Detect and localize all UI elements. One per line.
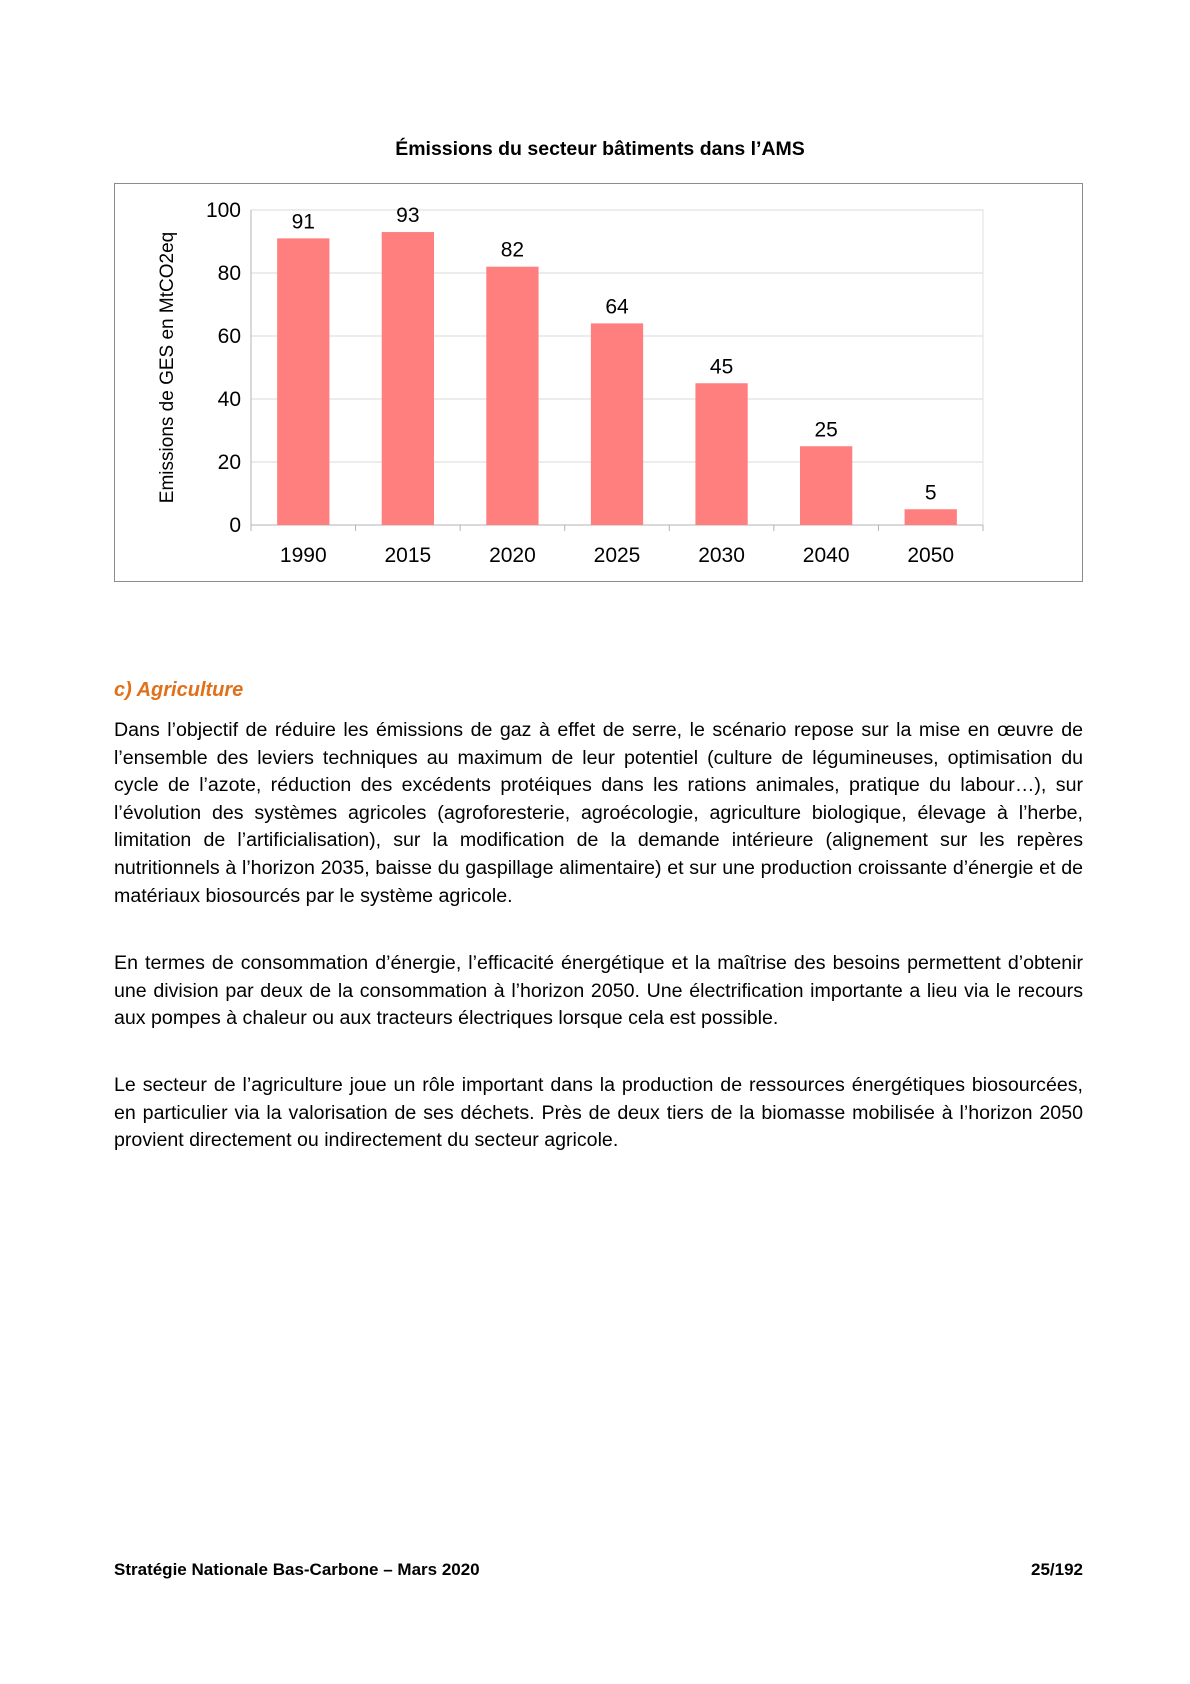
chart-frame (114, 183, 1083, 582)
x-tick-label: 2040 (802, 544, 850, 567)
bar-chart (115, 184, 1082, 581)
bar (905, 509, 957, 525)
page-number: 25/192 (1031, 1560, 1083, 1579)
x-tick-label: 2015 (384, 544, 432, 567)
bar-data-label: 25 (814, 418, 838, 442)
bar-data-label: 5 (924, 481, 937, 505)
bar (486, 267, 538, 525)
bar (277, 238, 329, 525)
bar-data-label: 64 (605, 295, 629, 319)
bar (800, 446, 852, 525)
paragraph-2: En termes de consommation d’énergie, l’efficacité énergétique et la maîtrise des besoins permettent d’obtenir une division par deux de la consommation à l’horizon 2050. Une électrification importante a lieu via le recours aux pompes à chaleur ou aux tracteurs électriques lorsque cela est possible. (114, 952, 1083, 1030)
y-tick-label: 20 (217, 451, 241, 474)
x-tick-label: 2050 (907, 544, 955, 567)
y-axis-title: Emissions de GES en MtCO2eq (157, 231, 178, 504)
footer-title: Stratégie Nationale Bas-Carbone – Mars 2020 (114, 1560, 480, 1579)
bar-data-label: 91 (291, 210, 315, 234)
bar-data-label: 93 (396, 204, 420, 228)
bar-data-label: 45 (709, 355, 734, 379)
chart-title: Émissions du secteur bâtiments dans l’AMS (395, 138, 805, 160)
y-tick-label: 60 (217, 325, 241, 348)
bar (695, 383, 747, 525)
bar-data-label: 82 (500, 238, 525, 262)
y-tick-label: 100 (205, 199, 241, 222)
bar (591, 323, 643, 525)
y-tick-label: 80 (217, 262, 241, 285)
y-tick-label: 40 (217, 388, 241, 411)
x-tick-label: 2020 (489, 544, 536, 567)
y-tick-label: 0 (229, 514, 241, 537)
x-tick-label: 1990 (279, 544, 327, 567)
x-tick-label: 2025 (593, 544, 641, 567)
section-heading: c) Agriculture (114, 679, 244, 701)
bar (382, 232, 434, 525)
x-tick-label: 2030 (698, 544, 745, 567)
paragraph-1: Dans l’objectif de réduire les émissions de gaz à effet de serre, le scénario repose sur la mise en œuvre de l’ensemble des leviers techniques au maximum de leur potentiel (culture de légumineuses, optimisation du cycle de l’azote, réduction des excédents protéiques dans les rations animales, pratique du labour…), sur l’évolution des systèmes agricoles (agroforesterie, agroécologie, agriculture biologique, élevage à l’herbe, limitation de l’artificialisation), sur la modification de la demande intérieure (alignement sur les repères nutritionnels à l’horizon 2035, baisse du gaspillage alimentaire) et sur une production croissante d’énergie et de matériaux biosourcés par le système agricole. (114, 719, 1083, 907)
paragraph-3: Le secteur de l’agriculture joue un rôle important dans la production de ressources énergétiques biosourcées, en particulier via la valorisation de ses déchets. Près de deux tiers de la biomasse mobilisée à l’horizon 2050 provient directement ou indirectement du secteur agricole. (114, 1074, 1083, 1152)
